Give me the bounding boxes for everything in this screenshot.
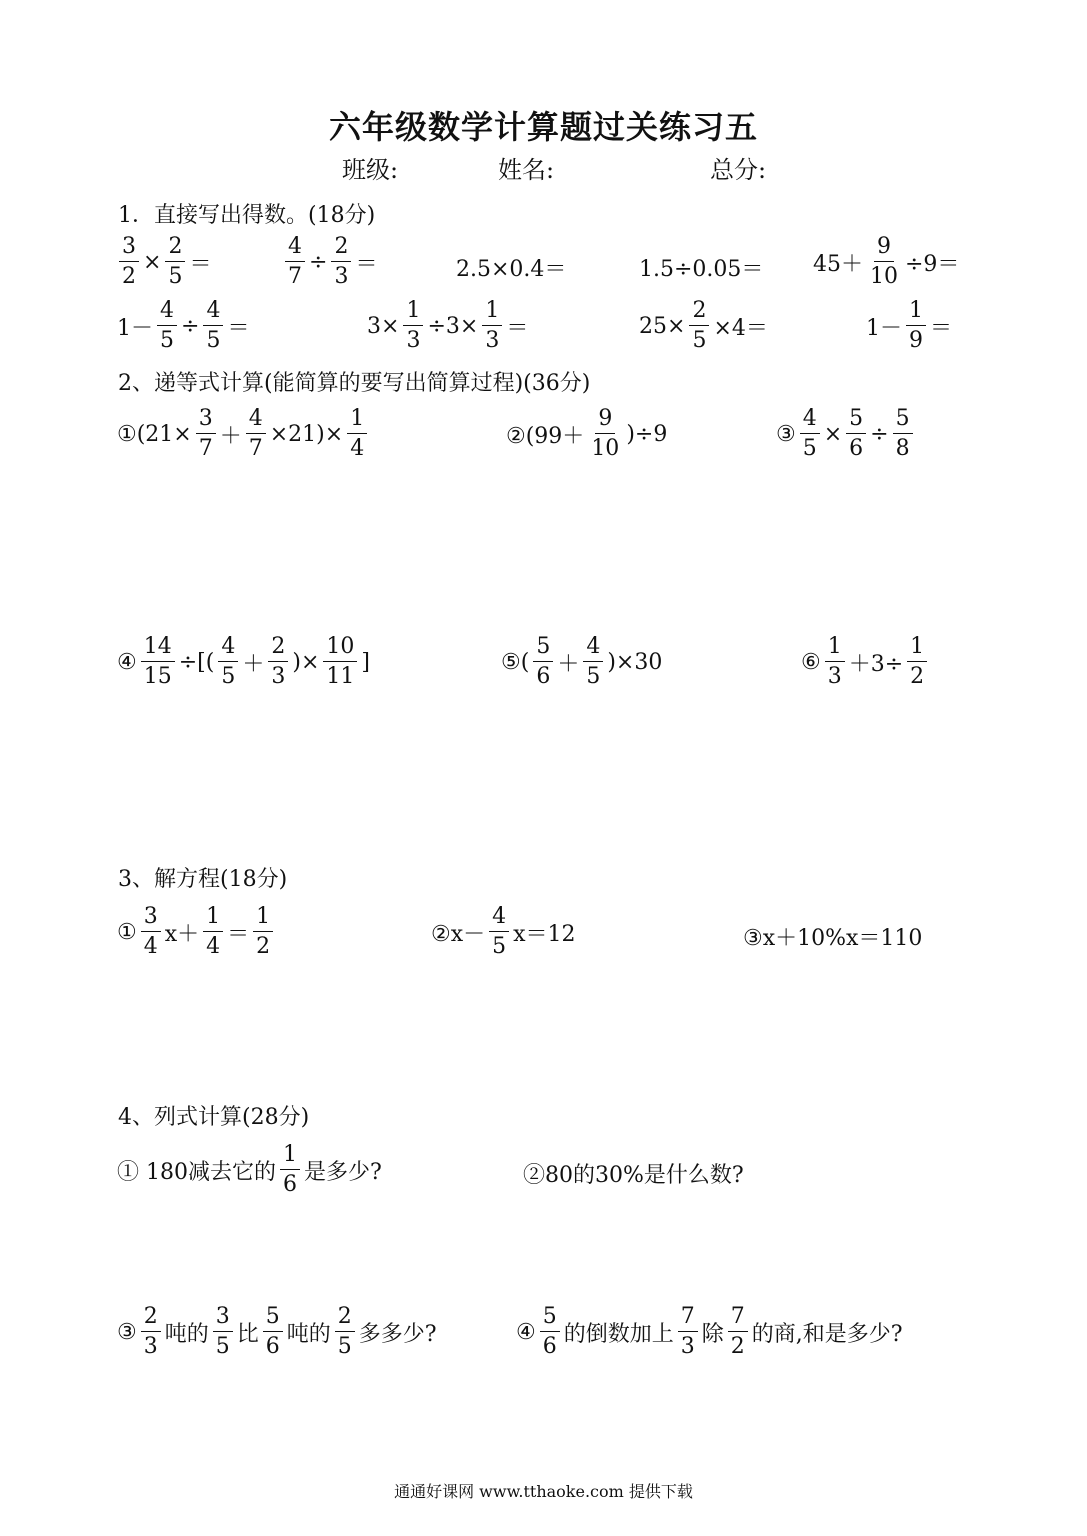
fraction [165, 236, 185, 288]
fraction-numerator: 3 [213, 1306, 233, 1332]
fraction-numerator: 4 [489, 906, 509, 932]
fraction-numerator: 7 [678, 1306, 698, 1332]
expr-text: ×21)× [269, 421, 344, 447]
fraction-numerator: 1 [403, 300, 423, 326]
expr-text: ÷ [309, 249, 328, 275]
problem-1-3 [455, 252, 567, 283]
expr-text: ＝ [227, 315, 250, 341]
expr-text: 除 [701, 1321, 724, 1347]
fraction-denominator: 5 [160, 328, 174, 353]
fraction [347, 408, 367, 460]
fraction [141, 1306, 161, 1358]
fraction [846, 408, 866, 460]
problem-2-1 [116, 408, 370, 460]
fraction-numerator: 1 [482, 300, 502, 326]
expr-text: 1－ [866, 315, 902, 341]
fraction-denominator: 3 [485, 328, 500, 353]
expr-text: ①(21× [117, 421, 192, 447]
expr-text: ③x＋10%x＝110 [743, 926, 923, 951]
fraction-denominator: 10 [591, 436, 620, 461]
expr-text: ÷ [870, 421, 889, 447]
problem-4-3 [116, 1306, 438, 1358]
fraction-numerator: 3 [141, 906, 161, 932]
expr-text: 比 [236, 1321, 259, 1347]
fraction-numerator: 7 [728, 1306, 748, 1332]
fraction-numerator: 3 [119, 236, 139, 262]
expr-text: ＝ [355, 251, 378, 277]
expr-text: × [823, 421, 843, 447]
fraction-denominator: 3 [406, 328, 421, 353]
problem-1-6 [116, 300, 250, 352]
fraction-numerator: 1 [203, 906, 223, 932]
fraction-numerator: 1 [825, 636, 845, 662]
expr-text: ÷[( [178, 649, 215, 675]
fraction [907, 636, 927, 688]
section-4-heading: 4、列式计算(28分) [118, 1105, 310, 1130]
problem-2-3 [775, 408, 916, 460]
name-label: 姓名: [498, 156, 555, 184]
problem-4-1 [116, 1144, 383, 1196]
expr-text: 45＋ [813, 251, 863, 277]
expr-text: ②(99＋ [506, 423, 585, 449]
problem-4-2 [522, 1158, 745, 1189]
section-2-heading: 2、递等式计算(能简算的要写出简算过程)(36分) [118, 371, 591, 396]
expr-text: ÷ [181, 313, 200, 339]
fraction-numerator: 4 [218, 636, 238, 662]
expr-text: 吨的 [286, 1321, 331, 1347]
expr-text: 是多少? [304, 1159, 382, 1185]
expr-text: )× [292, 649, 320, 675]
expr-text: ②x－ [431, 921, 486, 947]
expr-text: ③ [776, 421, 796, 447]
fraction-denominator: 10 [870, 264, 898, 289]
fraction-denominator: 5 [802, 436, 817, 461]
fraction-numerator: 4 [583, 636, 603, 662]
fraction-numerator: 5 [846, 408, 866, 434]
fraction-numerator: 1 [906, 300, 926, 326]
fraction-denominator: 7 [288, 264, 302, 289]
section-1-heading: 1．直接写出得数。(18分) [118, 203, 376, 228]
fraction-denominator: 5 [168, 264, 183, 289]
expr-text: x＋ [164, 921, 200, 947]
fraction-denominator: 5 [492, 934, 507, 959]
fraction-numerator: 2 [268, 636, 288, 662]
fraction [141, 636, 175, 688]
fraction-denominator: 5 [692, 328, 707, 353]
fraction [263, 1306, 283, 1358]
fraction-denominator: 3 [334, 264, 349, 289]
expr-text: ⑥ [801, 649, 821, 675]
problem-2-6 [800, 636, 930, 688]
fraction-denominator: 8 [895, 436, 910, 461]
expr-text: ③ [117, 1319, 137, 1345]
fraction [489, 906, 509, 958]
problem-3-2 [430, 906, 577, 958]
fraction-denominator: 7 [248, 436, 263, 461]
problem-1-4 [638, 252, 764, 283]
fraction-denominator: 6 [542, 1334, 557, 1359]
expr-text: 1.5÷0.05＝ [639, 257, 764, 282]
expr-text: ① 180减去它的 [117, 1159, 276, 1185]
problem-1-5 [812, 236, 960, 288]
fraction-denominator: 9 [909, 328, 923, 353]
fraction-denominator: 5 [206, 328, 221, 353]
fraction [825, 636, 845, 688]
fraction [588, 408, 622, 460]
problem-3-3 [742, 921, 923, 952]
fraction [213, 1306, 233, 1358]
fraction-numerator: 4 [246, 408, 266, 434]
fraction-denominator: 15 [143, 664, 172, 689]
fraction [203, 300, 223, 352]
expr-text: ÷3× [427, 313, 479, 339]
fraction [331, 236, 351, 288]
fraction-numerator: 5 [533, 636, 553, 662]
expr-text: )×30 [607, 649, 663, 675]
fraction [906, 300, 926, 352]
fraction-numerator: 14 [141, 636, 175, 662]
fraction [533, 636, 553, 688]
fraction-denominator: 2 [730, 1334, 745, 1359]
fraction-denominator: 3 [143, 1334, 158, 1359]
fraction-numerator: 1 [253, 906, 273, 932]
fraction-denominator: 6 [536, 664, 551, 689]
score-label: 总分: [710, 156, 767, 184]
fraction [203, 906, 223, 958]
expr-text: 吨的 [164, 1321, 209, 1347]
fraction-numerator: 2 [141, 1306, 161, 1332]
fraction-numerator: 1 [347, 408, 367, 434]
fraction [689, 300, 709, 352]
expr-text: ×4＝ [713, 315, 768, 341]
fraction-denominator: 4 [206, 934, 221, 959]
fraction-numerator: 4 [157, 300, 177, 326]
fraction-denominator: 7 [198, 436, 213, 461]
page-title: 六年级数学计算题过关练习五 [328, 108, 758, 146]
problem-1-8 [638, 300, 769, 352]
expr-text: ＋3÷ [848, 651, 904, 677]
fraction-denominator: 3 [271, 664, 286, 689]
fraction-numerator: 4 [800, 408, 820, 434]
expr-text: 3× [367, 313, 400, 339]
problem-1-1 [116, 236, 212, 288]
fraction [583, 636, 603, 688]
expr-text: ] [361, 649, 370, 675]
problem-2-4 [116, 636, 371, 688]
fraction [728, 1306, 748, 1358]
fraction-numerator: 2 [335, 1306, 355, 1332]
fraction-denominator: 5 [337, 1334, 352, 1359]
fraction-denominator: 2 [122, 264, 136, 289]
expr-text: 的商,和是多少? [751, 1321, 903, 1347]
fraction [678, 1306, 698, 1358]
expr-text: 的倒数加上 [563, 1321, 674, 1347]
expr-text: ＝ [930, 315, 953, 341]
expr-text: ＋ [242, 651, 265, 677]
fraction [335, 1306, 355, 1358]
problem-4-4 [515, 1306, 904, 1358]
fraction-numerator: 2 [689, 300, 709, 326]
fraction-numerator: 9 [874, 236, 894, 262]
problem-1-9 [865, 300, 953, 352]
fraction [280, 1144, 300, 1196]
class-label: 班级: [342, 156, 399, 184]
expr-text: ＝ [189, 251, 212, 277]
fraction-denominator: 6 [849, 436, 864, 461]
fraction-numerator: 5 [893, 408, 913, 434]
fraction-numerator: 1 [907, 636, 927, 662]
fraction-denominator: 2 [256, 934, 271, 959]
expr-text: 多多少? [358, 1321, 437, 1347]
expr-text: ÷9＝ [905, 251, 960, 277]
expr-text: 25× [639, 313, 686, 339]
problem-2-5 [500, 636, 663, 688]
fraction-denominator: 3 [827, 664, 842, 689]
problem-2-2 [505, 408, 668, 460]
section-3-heading: 3、解方程(18分) [118, 867, 288, 892]
fraction-numerator: 9 [595, 408, 615, 434]
fraction [157, 300, 177, 352]
fraction-numerator: 2 [165, 236, 185, 262]
expr-text: 2.5×0.4＝ [456, 257, 567, 282]
problem-1-7 [366, 300, 529, 352]
fraction [246, 408, 266, 460]
expr-text: ＋ [219, 423, 242, 449]
fraction [196, 408, 216, 460]
fraction-numerator: 2 [331, 236, 351, 262]
fraction [800, 408, 820, 460]
expr-text: )÷9 [626, 421, 668, 447]
expr-text: ① [117, 919, 137, 945]
fraction [482, 300, 502, 352]
expr-text: ＝ [227, 921, 250, 947]
fraction-denominator: 3 [680, 1334, 695, 1359]
problem-1-2 [282, 236, 378, 288]
expr-text: x＝12 [513, 921, 576, 947]
fraction-numerator: 4 [285, 236, 305, 262]
fraction-denominator: 5 [215, 1334, 230, 1359]
fraction-numerator: 4 [203, 300, 223, 326]
problem-3-1 [116, 906, 276, 958]
fraction-denominator: 11 [326, 664, 355, 689]
fraction [218, 636, 238, 688]
fraction [403, 300, 423, 352]
fraction [141, 906, 161, 958]
fraction-numerator: 5 [263, 1306, 283, 1332]
expr-text: ④ [516, 1319, 536, 1345]
fraction-denominator: 4 [143, 934, 158, 959]
fraction-denominator: 6 [265, 1334, 280, 1359]
fraction [285, 236, 305, 288]
fraction [253, 906, 273, 958]
fraction [323, 636, 357, 688]
fraction-denominator: 4 [350, 436, 365, 461]
fraction [867, 236, 901, 288]
fraction-numerator: 10 [323, 636, 357, 662]
expr-text: ②80的30%是什么数? [523, 1163, 744, 1188]
expr-text: × [143, 249, 162, 275]
fraction [119, 236, 139, 288]
fraction-denominator: 5 [221, 664, 236, 689]
expr-text: ⑤( [501, 649, 530, 675]
expr-text: 1－ [117, 315, 153, 341]
expr-text: ＝ [506, 315, 529, 341]
fraction-denominator: 6 [283, 1172, 297, 1197]
fraction [540, 1306, 560, 1358]
expr-text: ④ [117, 649, 137, 675]
fraction-numerator: 5 [540, 1306, 560, 1332]
footer-source-note: 通通好课网 www.tthaoke.com 提供下载 [394, 1482, 693, 1501]
fraction [268, 636, 288, 688]
fraction [893, 408, 913, 460]
fraction-denominator: 2 [910, 664, 925, 689]
fraction-numerator: 3 [196, 408, 216, 434]
fraction-numerator: 1 [280, 1144, 300, 1170]
expr-text: ＋ [557, 651, 580, 677]
fraction-denominator: 5 [586, 664, 601, 689]
